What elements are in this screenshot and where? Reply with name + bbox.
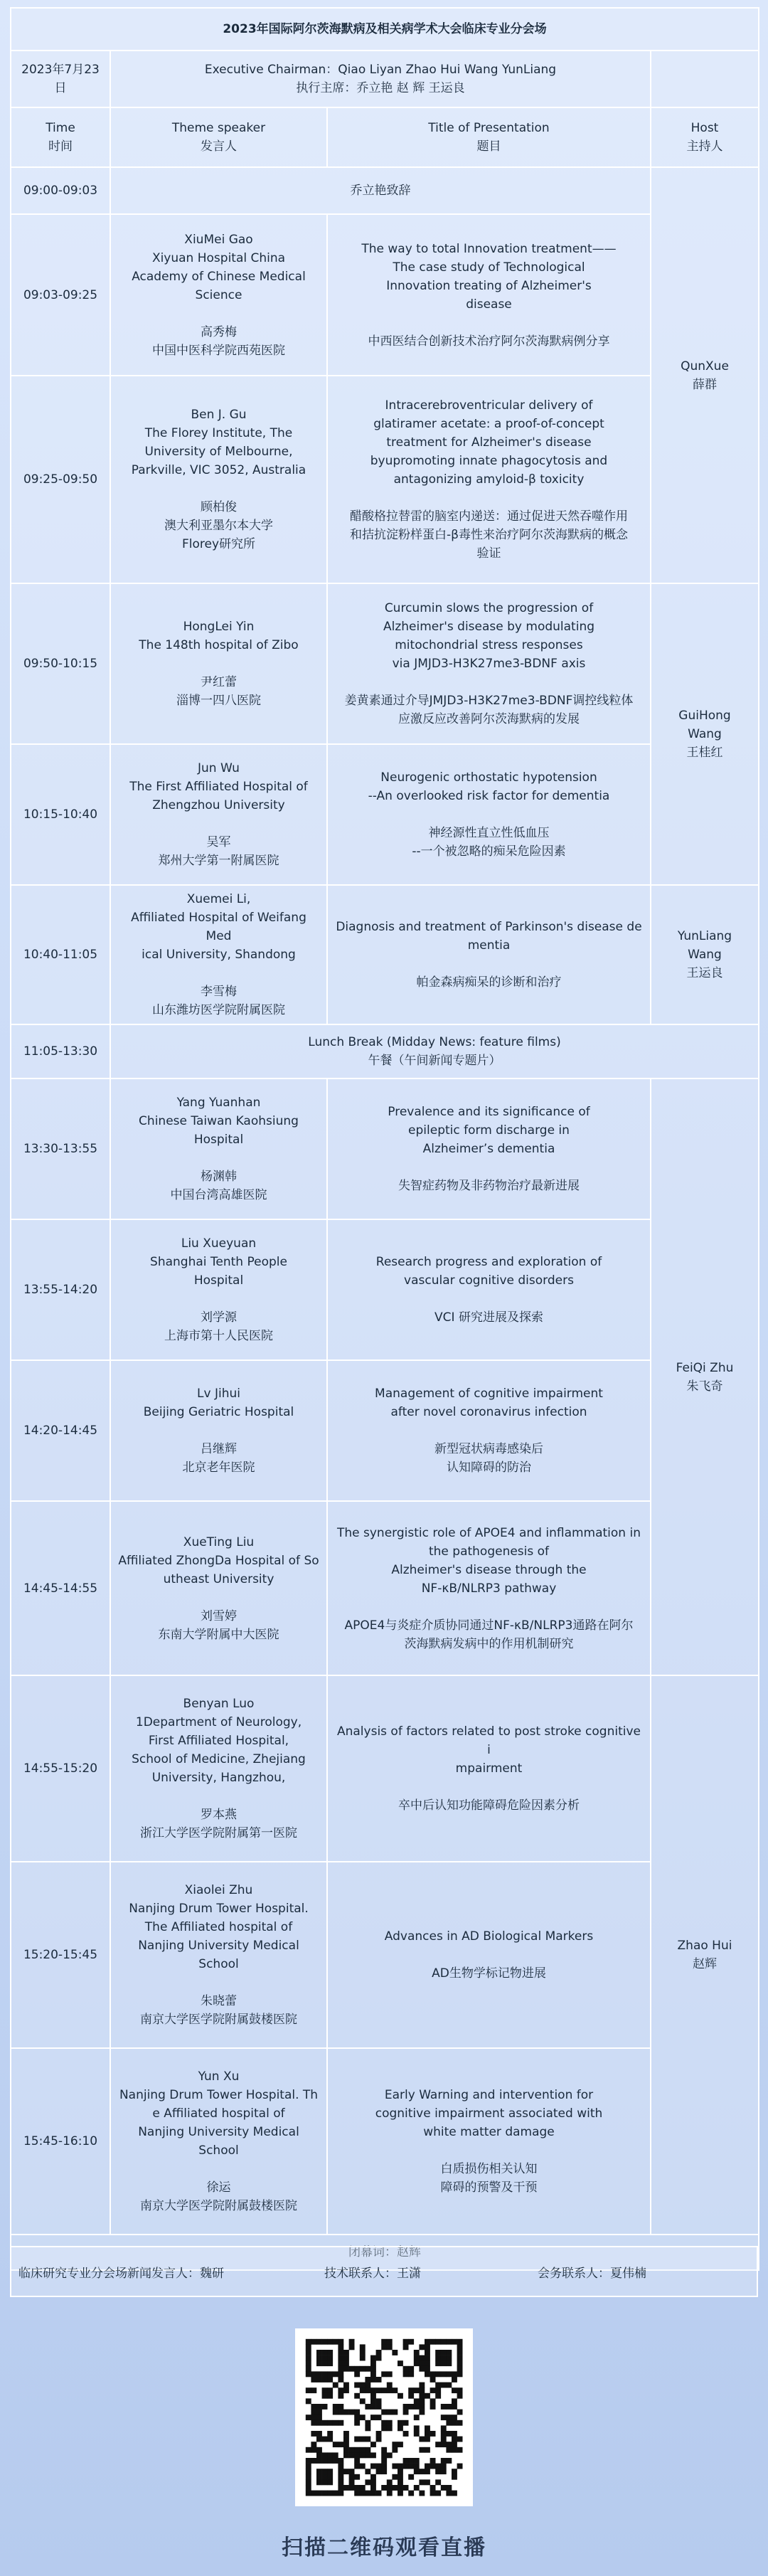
qr-code[interactable] — [295, 2328, 473, 2506]
speaker-cn-line: 刘学源 — [201, 1310, 237, 1325]
host-en: YunLiang Wang — [677, 929, 732, 962]
speaker-cn-line: 东南大学附属中大医院 — [158, 1627, 279, 1642]
topic-en-line: byupromoting innate phagocytosis and — [370, 454, 608, 468]
speaker-en-line: Yun Xu — [198, 2069, 240, 2084]
header-topic — [327, 107, 651, 167]
speaker-en-line: Affiliated Hospital of Weifang Med — [131, 911, 306, 943]
topic-en-line: white matter damage — [423, 2125, 555, 2139]
news-contact: 临床研究专业分会场新闻发言人：魏研 — [18, 2266, 224, 2281]
speaker-cn-line: 吕继辉 — [201, 1442, 237, 1456]
talk-time: 15:20-15:45 — [11, 1862, 110, 2048]
speaker-en-line: XueTing Liu — [183, 1535, 255, 1549]
topic-cn-line: --一个被忽略的痴呆危险因素 — [412, 844, 566, 859]
talk-time: 10:15-10:40 — [11, 744, 110, 885]
spacer — [335, 1421, 643, 1440]
speaker-cell — [110, 1360, 327, 1501]
topic-en-line: the pathogenesis of — [428, 1544, 550, 1559]
speaker-cell — [110, 885, 327, 1024]
topic-cn-line: 卒中后认知功能障碍危险因素分析 — [398, 1798, 580, 1813]
footer-contacts — [10, 2246, 758, 2297]
topic-en-line: via JMJD3-H3K27me3-BDNF axis — [392, 657, 586, 671]
spacer — [335, 2141, 643, 2160]
spacer — [118, 304, 319, 323]
speaker-en-line: HongLei Yin — [183, 620, 255, 634]
spacer — [118, 1589, 319, 1607]
host-cn: 王桂红 — [686, 746, 723, 760]
spacer — [335, 955, 643, 973]
speaker-en-line: Beijing Geriatric Hospital — [143, 1405, 294, 1419]
topic-cn-line: 茨海默病发病中的作用机制研究 — [404, 1636, 574, 1651]
topic-en-line: mpairment — [455, 1761, 523, 1776]
speaker-en-line: Academy of Chinese Medical — [132, 269, 306, 284]
speaker-cell — [110, 744, 327, 885]
opening-time: 09:00-09:03 — [11, 167, 110, 214]
topic-cn-line: 和拮抗淀粉样蛋白-β毒性来治疗阿尔茨海默病的概念 — [350, 528, 628, 542]
topic-cell — [327, 376, 651, 583]
header-topic-cn: 题目 — [476, 139, 501, 154]
speaker-en-line: Science — [195, 287, 242, 302]
speaker-en-line: 1Department of Neurology, — [135, 1715, 302, 1729]
topic-cn-line: APOE4与炎症介质协同通过NF-κB/NLRP3通路在阿尔 — [344, 1618, 634, 1633]
table-row — [11, 214, 759, 376]
table-row — [11, 1078, 759, 1219]
speaker-en-line: Zhengzhou University — [152, 798, 285, 812]
spacer — [118, 2160, 319, 2178]
topic-cell — [327, 1675, 651, 1862]
speaker-cn-line: 吴军 — [206, 835, 231, 849]
speaker-cn-line: 北京老年医院 — [182, 1461, 255, 1475]
table-row — [11, 1501, 759, 1675]
header-host — [651, 107, 759, 167]
host-cn: 赵辉 — [693, 1957, 717, 1971]
page-title: 2023年国际阿尔茨海默病及相关病学术大会临床专业分会场 — [11, 8, 759, 51]
speaker-cn-line: 朱晓蕾 — [201, 1994, 237, 2008]
talk-time: 14:45-14:55 — [11, 1501, 110, 1675]
speaker-en-line: Nanjing Drum Tower Hospital. Th — [119, 2088, 319, 2102]
topic-cn-line: AD生物学标记物进展 — [432, 1966, 546, 1981]
topic-en-line: Management of cognitive impairment — [375, 1387, 603, 1401]
topic-en-line: Innovation treating of Alzheimer's — [386, 278, 592, 293]
speaker-en-line: Benyan Luo — [183, 1697, 255, 1711]
topic-en-line: cognitive impairment associated with — [375, 2106, 603, 2121]
topic-en-line: Alzheimer's disease by modulating — [383, 620, 595, 634]
table-row — [11, 885, 759, 1024]
speaker-en-line: Hospital — [193, 1133, 244, 1147]
host-cell — [651, 583, 759, 885]
spacer — [118, 1290, 319, 1308]
speaker-en-line: University of Melbourne, — [144, 445, 293, 459]
table-row — [11, 1219, 759, 1360]
table-row — [11, 1862, 759, 2048]
topic-en-line: Advances in AD Biological Markers — [384, 1929, 594, 1944]
host-cell — [651, 1675, 759, 2235]
speaker-en-line: XiuMei Gao — [184, 232, 253, 247]
host-cell — [651, 885, 759, 1024]
header-time-en: Time — [46, 121, 75, 135]
host-en: QunXue — [681, 359, 729, 373]
spacer — [118, 1787, 319, 1806]
talk-time: 13:30-13:55 — [11, 1078, 110, 1219]
topic-en-line: NF-κB/NLRP3 pathway — [421, 1581, 557, 1596]
header-time-cn: 时间 — [48, 139, 73, 154]
topic-en-line: Intracerebroventricular delivery of — [385, 398, 593, 413]
speaker-cn-line: 尹红蕾 — [201, 675, 237, 689]
topic-cn-line: 认知障碍的防治 — [447, 1461, 531, 1475]
topic-en-line: Neurogenic orthostatic hypotension — [380, 770, 597, 785]
tech-contact: 技术联系人：王潇 — [324, 2266, 421, 2281]
speaker-en-line: Ben J. Gu — [191, 408, 247, 422]
spacer — [335, 1598, 643, 1616]
speaker-cell — [110, 1862, 327, 2048]
spacer — [335, 805, 643, 824]
topic-en-line: Diagnosis and treatment of Parkinson's disease de — [336, 920, 642, 934]
talk-time: 15:45-16:10 — [11, 2048, 110, 2235]
opening-text: 乔立艳致辞 — [110, 167, 651, 214]
table-row — [11, 376, 759, 583]
speaker-en-line: School — [198, 2143, 239, 2158]
host-cell — [651, 1078, 759, 1675]
talk-time: 09:50-10:15 — [11, 583, 110, 744]
speaker-en-line: First Affiliated Hospital, — [148, 1734, 289, 1748]
talk-time: 10:40-11:05 — [11, 885, 110, 1024]
spacer — [118, 654, 319, 673]
speaker-en-line: School — [198, 1957, 239, 1971]
spacer — [335, 1946, 643, 1964]
schedule-table — [10, 7, 759, 2271]
topic-en-line: mitochondrial stress responses — [395, 638, 583, 652]
talk-time: 14:55-15:20 — [11, 1675, 110, 1862]
spacer — [335, 673, 643, 691]
speaker-en-line: Chinese Taiwan Kaohsiung — [139, 1114, 299, 1128]
speaker-en-line: Xuemei Li, — [186, 892, 251, 906]
host-cn: 王运良 — [686, 966, 723, 980]
speaker-cn-line: 杨渊韩 — [201, 1170, 237, 1184]
speaker-cn-line: 罗本燕 — [201, 1808, 237, 1822]
table-row — [11, 2048, 759, 2235]
header-topic-en: Title of Presentation — [428, 121, 550, 135]
speaker-cell — [110, 583, 327, 744]
speaker-cn-line: 澳大利亚墨尔本大学 — [164, 519, 273, 533]
lunch-text — [110, 1024, 759, 1078]
topic-en-line: The synergistic role of APOE4 and inflammation in — [336, 1525, 641, 1540]
speaker-cell — [110, 1501, 327, 1675]
topic-cn-line: 障碍的预警及干预 — [440, 2180, 538, 2195]
speaker-cn-line: 郑州大学第一附属医院 — [158, 854, 279, 868]
lunch-cn: 午餐（午间新闻专题片） — [368, 1054, 501, 1068]
talk-time: 09:03-09:25 — [11, 214, 110, 376]
table-row — [11, 583, 759, 744]
speaker-cell — [110, 1219, 327, 1360]
speaker-cn-line: 上海市第十人民医院 — [164, 1329, 273, 1343]
speaker-cn-line: 山东潍坊医学院附属医院 — [152, 1003, 285, 1017]
topic-cell — [327, 885, 651, 1024]
speaker-en-line: University, Hangzhou, — [151, 1771, 286, 1785]
topic-en-line: Analysis of factors related to post stroke cognitive i — [336, 1724, 641, 1757]
empty-cell — [651, 51, 759, 107]
topic-cn-line: 验证 — [476, 546, 501, 561]
topic-en-line: treatment for Alzheimer's disease — [386, 435, 592, 450]
host-en: GuiHong Wang — [678, 709, 731, 741]
speaker-cn-line: 淄博一四八医院 — [176, 694, 261, 708]
host-cell — [651, 167, 759, 583]
lunch-en: Lunch Break (Midday News: feature films) — [308, 1035, 561, 1049]
affairs-contact: 会务联系人：夏伟楠 — [538, 2266, 646, 2281]
spacer — [118, 815, 319, 833]
topic-en-line: The way to total Innovation treatment—— — [361, 241, 617, 256]
spacer — [118, 1973, 319, 1992]
topic-cell — [327, 744, 651, 885]
speaker-cn-line: 中国中医科学院西苑医院 — [152, 343, 285, 358]
schedule-wrap — [10, 7, 758, 2271]
table-row — [11, 1675, 759, 1862]
speaker-cn-line: 高秀梅 — [201, 324, 237, 339]
speaker-cn-line: 南京大学医学院附属鼓楼医院 — [140, 2013, 297, 2027]
spacer — [118, 964, 319, 982]
speaker-en-line: e Affiliated hospital of — [152, 2106, 285, 2121]
speaker-cn-line: 南京大学医学院附属鼓楼医院 — [140, 2199, 297, 2213]
speaker-en-line: Hospital — [193, 1273, 244, 1288]
spacer — [335, 1158, 643, 1177]
topic-en-line: epileptic form discharge in — [408, 1123, 570, 1138]
speaker-en-line: Liu Xueyuan — [181, 1236, 257, 1251]
topic-cn-line: 中西医结合创新技术治疗阿尔茨海默病例分享 — [368, 334, 610, 349]
topic-cn-line: 姜黄素通过介导JMJD3-H3K27me3-BDNF调控线粒体 — [344, 694, 634, 708]
spacer — [335, 314, 643, 332]
speaker-en-line: ical University, Shandong — [142, 948, 296, 962]
topic-cn-line: 帕金森病痴呆的诊断和治疗 — [416, 975, 562, 990]
topic-cell — [327, 1862, 651, 2048]
topic-cell — [327, 1501, 651, 1675]
topic-en-line: Alzheimer's disease through the — [391, 1562, 587, 1577]
executive-chairs — [110, 51, 651, 107]
header-speaker-en: Theme speaker — [171, 121, 266, 135]
speaker-cn-line: 中国台湾高雄医院 — [170, 1188, 267, 1202]
speaker-en-line: Affiliated ZhongDa Hospital of So — [118, 1553, 319, 1568]
header-time — [11, 107, 110, 167]
talk-time: 09:25-09:50 — [11, 376, 110, 583]
topic-cell — [327, 2048, 651, 2235]
topic-cell — [327, 583, 651, 744]
speaker-en-line: Jun Wu — [198, 761, 240, 775]
talk-time: 14:20-14:45 — [11, 1360, 110, 1501]
speaker-cell — [110, 2048, 327, 2235]
spacer — [335, 1778, 643, 1796]
speaker-en-line: The First Affiliated Hospital of — [129, 780, 308, 794]
speaker-cn-line: 顾柏俊 — [201, 500, 237, 514]
speaker-cell — [110, 214, 327, 376]
speaker-cell — [110, 1078, 327, 1219]
topic-en-line: antagonizing amyloid-β toxicity — [393, 472, 585, 487]
table-row — [11, 744, 759, 885]
host-en: FeiQi Zhu — [676, 1360, 734, 1375]
spacer — [118, 479, 319, 498]
session-date: 2023年7月23日 — [11, 51, 110, 107]
topic-en-line: Early Warning and intervention for — [384, 2088, 594, 2102]
topic-en-line: The case study of Technological — [393, 260, 585, 275]
speaker-en-line: Nanjing University Medical — [138, 1939, 299, 1953]
speaker-cn-line: 李雪梅 — [201, 985, 237, 999]
topic-cn-line: 应激反应改善阿尔茨海默病的发展 — [398, 712, 580, 726]
speaker-en-line: The Florey Institute, The — [144, 426, 293, 440]
topic-en-line: after novel coronavirus infection — [390, 1405, 587, 1419]
table-row — [11, 1360, 759, 1501]
header-host-en: Host — [690, 121, 719, 135]
topic-en-line: mentia — [467, 938, 511, 953]
speaker-en-line: Parkville, VIC 3052, Australia — [131, 463, 306, 477]
speaker-en-line: Nanjing University Medical — [138, 2125, 299, 2139]
host-en: Zhao Hui — [677, 1939, 732, 1953]
topic-en-line: glatiramer acetate: a proof-of-concept — [373, 417, 604, 431]
speaker-en-line: The Affiliated hospital of — [144, 1920, 293, 1934]
speaker-cn-line: 浙江大学医学院附属第一医院 — [140, 1826, 297, 1840]
speaker-en-line: Yang Yuanhan — [176, 1096, 261, 1110]
topic-cell — [327, 1360, 651, 1501]
topic-cell — [327, 214, 651, 376]
closing-remarks: 闭幕词：赵辉 — [11, 2235, 759, 2270]
chairs-cn: 执行主席：乔立艳 赵 辉 王运良 — [296, 81, 465, 95]
topic-en-line: Curcumin slows the progression of — [384, 601, 594, 615]
topic-cell — [327, 1219, 651, 1360]
topic-cn-line: 新型冠状病毒感染后 — [434, 1442, 543, 1456]
topic-cn-line: VCI 研究进展及探索 — [434, 1310, 543, 1325]
speaker-en-line: Shanghai Tenth People — [150, 1255, 287, 1269]
topic-en-line: disease — [466, 297, 512, 312]
qr-label: 扫描二维码观看直播 — [282, 2535, 486, 2560]
spacer — [335, 1290, 643, 1308]
speaker-cn-line: 刘雪婷 — [201, 1608, 237, 1623]
lunch-time: 11:05-13:30 — [11, 1024, 110, 1078]
header-speaker — [110, 107, 327, 167]
spacer — [118, 1149, 319, 1167]
topic-en-line: Prevalence and its significance of — [388, 1105, 590, 1119]
chairs-en: Executive Chairman：Qiao Liyan Zhao Hui Wang YunLiang — [204, 63, 557, 77]
speaker-en-line: Xiaolei Zhu — [184, 1883, 253, 1897]
topic-cn-line: 醋酸格拉替雷的脑室内递送：通过促进天然吞噬作用 — [350, 509, 628, 524]
topic-cell — [327, 1078, 651, 1219]
topic-cn-line: 失智症药物及非药物治疗最新进展 — [398, 1179, 580, 1193]
header-speaker-cn: 发言人 — [201, 139, 237, 154]
speaker-en-line: Lv Jihui — [197, 1387, 240, 1401]
topic-cn-line: 神经源性直立性低血压 — [428, 826, 550, 840]
host-cn: 薛群 — [693, 377, 717, 392]
speaker-en-line: utheast University — [163, 1571, 274, 1586]
topic-en-line: vascular cognitive disorders — [404, 1273, 574, 1288]
topic-en-line: --An overlooked risk factor for dementia — [368, 789, 610, 803]
spacer — [118, 1421, 319, 1440]
header-host-cn: 主持人 — [686, 139, 723, 154]
host-cn: 朱飞奇 — [686, 1379, 723, 1394]
speaker-cell — [110, 1675, 327, 1862]
spacer — [335, 489, 643, 507]
speaker-en-line: Xiyuan Hospital China — [151, 250, 286, 265]
topic-cn-line: 白质损伤相关认知 — [440, 2162, 538, 2176]
talk-time: 13:55-14:20 — [11, 1219, 110, 1360]
speaker-en-line: School of Medicine, Zhejiang — [132, 1752, 306, 1766]
speaker-cn-line: Florey研究所 — [181, 537, 256, 551]
speaker-en-line: The 148th hospital of Zibo — [139, 638, 299, 652]
speaker-en-line: Nanjing Drum Tower Hospital. — [129, 1902, 309, 1916]
topic-en-line: Alzheimer’s dementia — [422, 1142, 555, 1156]
speaker-cn-line: 徐运 — [206, 2180, 231, 2195]
topic-en-line: Research progress and exploration of — [375, 1255, 602, 1269]
speaker-cell — [110, 376, 327, 583]
